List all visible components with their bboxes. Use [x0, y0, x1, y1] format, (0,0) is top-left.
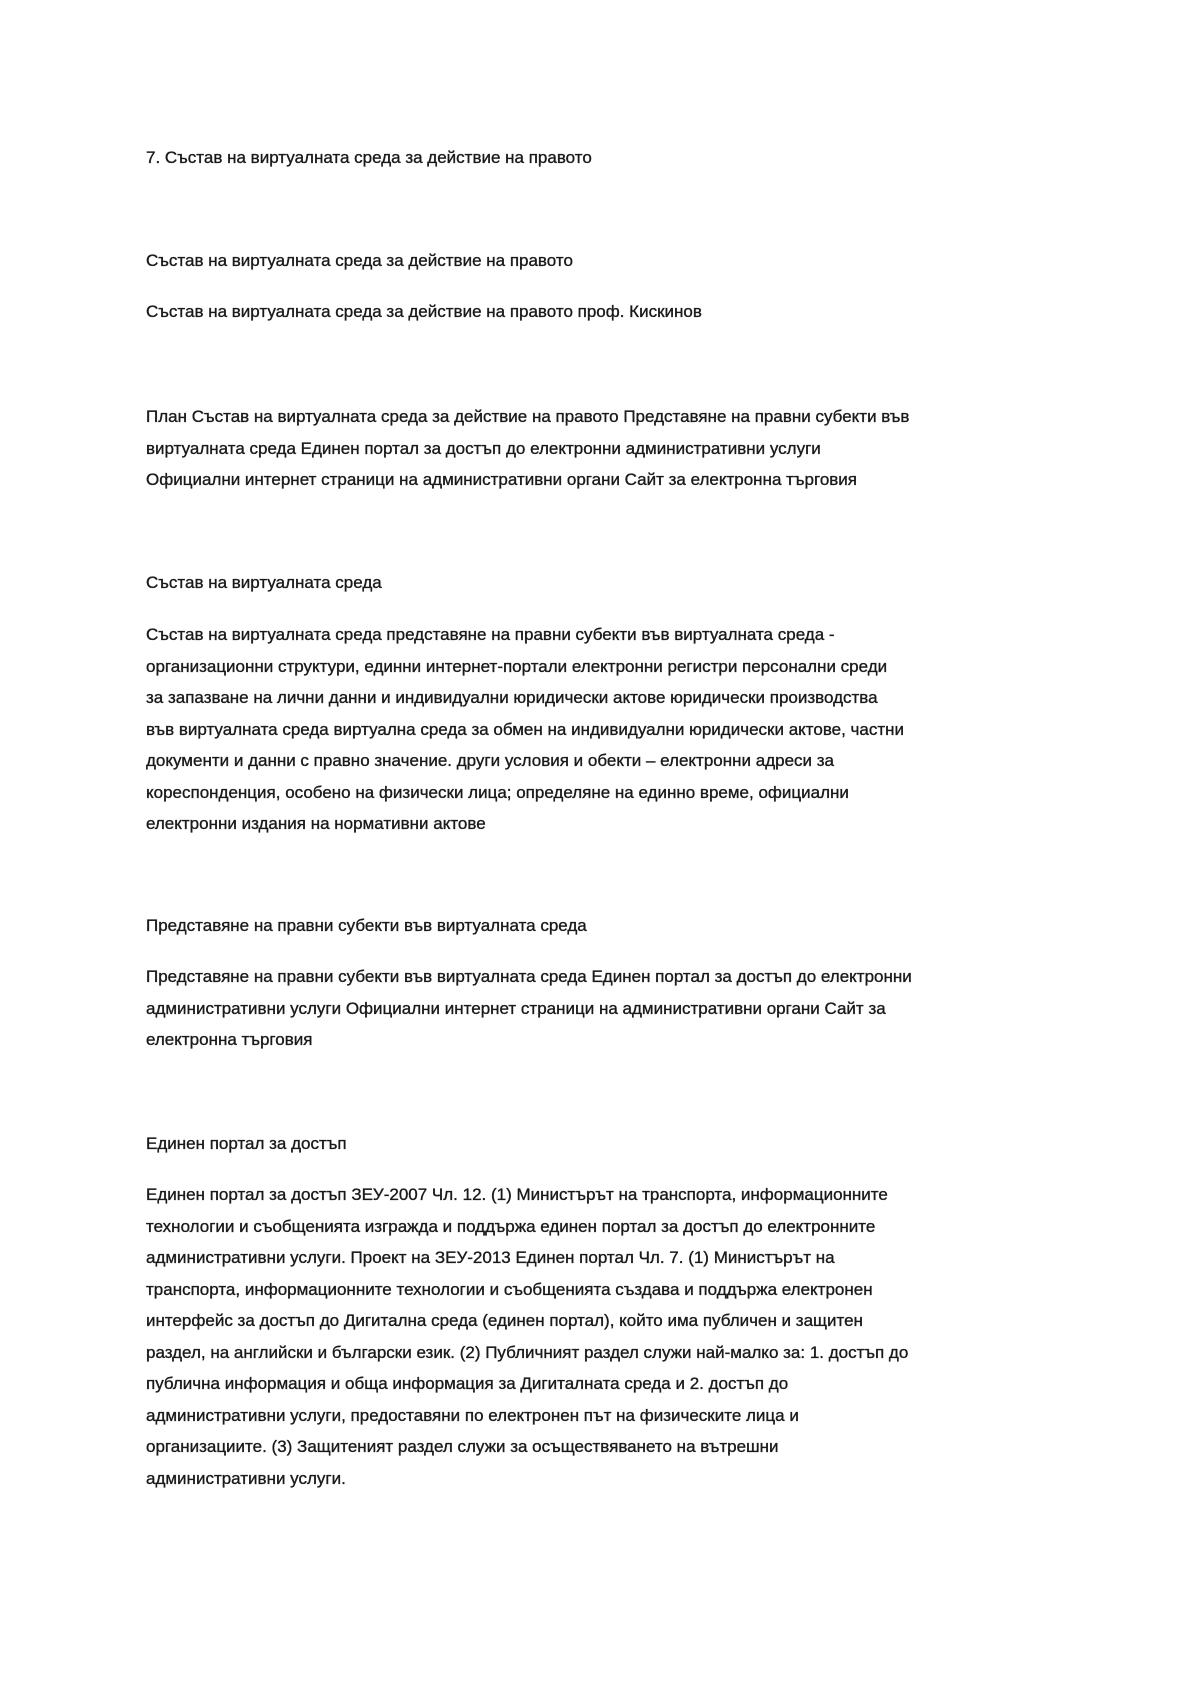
plan-line: Официални интернет страници на административни органи Сайт за електронна търговия — [146, 470, 858, 489]
paragraph-line: електронна търговия — [146, 1030, 313, 1049]
paragraph-line: Представяне на правни субекти във виртуалната среда Единен портал за достъп до електронни — [146, 967, 912, 986]
paragraph-line: организациите. (3) Защитеният раздел служи за осъществяването на вътрешни — [146, 1437, 779, 1456]
section-2-heading: Представяне на правни субекти във виртуалната среда — [146, 916, 587, 935]
main-heading: 7. Състав на виртуалната среда за действие на правото — [146, 148, 592, 167]
paragraph-line: за запазване на лични данни и индивидуални юридически актове юридически производства — [146, 688, 878, 707]
paragraph-line: раздел, на английски и български език. (2) Публичният раздел служи най-малко за: 1. достъп до — [146, 1342, 909, 1362]
section-3-heading: Единен портал за достъп — [146, 1134, 347, 1153]
paragraph-line: транспорта, информационните технологии и съобщенията създава и поддържа електронен — [146, 1279, 873, 1299]
paragraph-line: административни услуги. Проект на ЗЕУ-2013 Единен портал Чл. 7. (1) Министърът на — [146, 1248, 835, 1267]
paragraph-line: кореспонденция, особено на физически лица; определяне на единно време, официални — [146, 782, 849, 802]
paragraph-line: публична информация и обща информация за Дигиталната среда и 2. достъп до — [146, 1374, 789, 1393]
paragraph-line: технологии и съобщенията изгражда и поддържа единен портал за достъп до електронните — [146, 1216, 876, 1236]
plan-paragraph — [146, 401, 1076, 496]
plan-line: План Състав на виртуалната среда за действие на правото Представяне на правни субекти във — [146, 407, 910, 426]
paragraph-line: Единен портал за достъп ЗЕУ-2007 Чл. 12. (1) Министърът на транспорта, информационните — [146, 1185, 888, 1204]
section-1-heading: Състав на виртуалната среда — [146, 573, 382, 592]
paragraph-line: Състав на виртуалната среда представяне на правни субекти във виртуалната среда - — [146, 625, 835, 644]
section-3-paragraph — [146, 1179, 1076, 1494]
paragraph-line: административни услуги, предоставяни по електронен път на физическите лица и — [146, 1405, 799, 1425]
plan-line: виртуалната среда Единен портал за достъп до електронни административни услуги — [146, 438, 821, 458]
section-2-paragraph — [146, 961, 1076, 1056]
paragraph-line: интерфейс за достъп до Дигитална среда (единен портал), който има публичен и защитен — [146, 1311, 863, 1330]
paragraph-line: електронни издания на нормативни актове — [146, 814, 486, 833]
paragraph-line: организационни структури, единни интернет-портали електронни регистри персонални среди — [146, 656, 888, 676]
title-1: Състав на виртуалната среда за действие на правото — [146, 251, 573, 270]
title-2: Състав на виртуалната среда за действие на правото проф. Кискинов — [146, 302, 702, 321]
paragraph-line: административни услуги. — [146, 1468, 346, 1488]
section-1-paragraph — [146, 619, 1076, 840]
paragraph-line: във виртуалната среда виртуална среда за обмен на индивидуални юридически актове, частни — [146, 719, 905, 739]
paragraph-line: административни услуги Официални интернет страници на административни органи Сайт за — [146, 998, 886, 1018]
paragraph-line: документи и данни с правно значение. други условия и обекти – електронни адреси за — [146, 751, 834, 770]
